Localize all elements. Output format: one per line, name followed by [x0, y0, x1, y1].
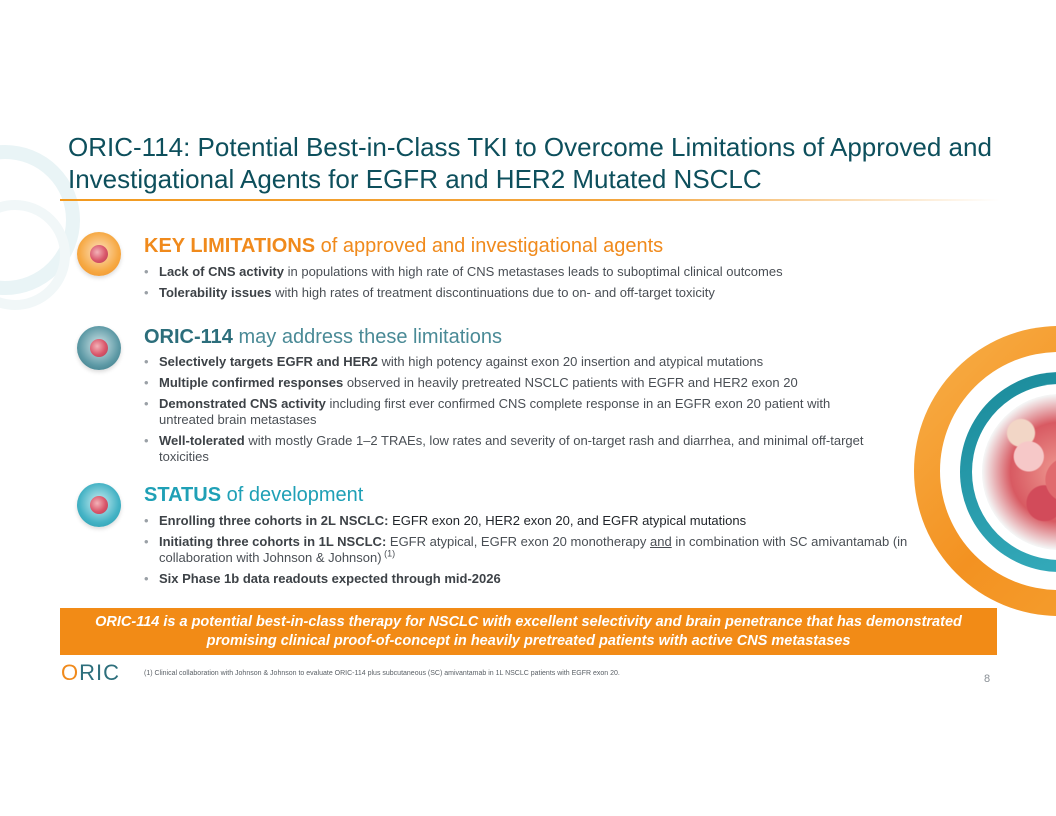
bullet-text: EGFR atypical, EGFR exon 20 monotherapy — [386, 534, 651, 549]
section-heading-status — [144, 483, 363, 507]
oric-logo — [61, 662, 120, 684]
slide-title — [68, 131, 1008, 195]
bullet-text: observed in heavily pretreated NSCLC patients with EGFR and HER2 exon 20 — [343, 375, 798, 390]
status-list — [144, 513, 924, 592]
heading-bold: ORIC-114 — [144, 326, 233, 348]
list-item — [144, 433, 864, 465]
heading-bold: STATUS — [144, 484, 222, 506]
bullet-text: EGFR exon 20, HER2 exon 20, and EGFR atypical mutations — [388, 513, 747, 528]
bullet-bold: Tolerability issues — [159, 285, 272, 300]
bullet-bold: Lack of CNS activity — [159, 264, 284, 279]
footnote: (1) Clinical collaboration with Johnson & Johnson to evaluate ORIC-114 plus subcutaneous (SC) amivantamab in 1L NSCLC patients with EGFR exon 20. — [144, 670, 620, 677]
list-item — [144, 396, 864, 428]
summary-banner — [60, 608, 997, 655]
banner-line-2: promising clinical proof-of-concept in heavily pretreated patients with active CNS metastases — [206, 633, 851, 649]
bullet-bold: Six Phase 1b data readouts expected through mid-2026 — [159, 571, 501, 586]
cell-icon — [77, 326, 121, 370]
list-item — [144, 571, 924, 587]
heading-rest: may address these limitations — [232, 326, 502, 348]
title-divider — [60, 199, 1000, 201]
oric114-list — [144, 354, 864, 470]
bullet-underline: and — [650, 534, 672, 549]
bullet-bold: Demonstrated CNS activity — [159, 396, 326, 411]
logo-ric: RIC — [79, 660, 121, 685]
title-line-1: ORIC-114: Potential Best-in-Class TKI to Overcome Limitations of Approved and — [68, 132, 992, 162]
logo-o: O — [61, 660, 80, 685]
bullet-text: including first ever confirmed CNS complete response in an EGFR exon 20 patient with untreated brain metastases — [159, 396, 831, 427]
bullet-text: in combination with SC amivantamab (in collaboration with Johnson & Johnson) — [159, 534, 908, 565]
cell-icon — [77, 232, 121, 276]
limitations-list — [144, 264, 904, 306]
bullet-bold: Enrolling three cohorts in 2L NSCLC: — [159, 513, 389, 528]
page-number: 8 — [984, 673, 991, 685]
title-line-2: Investigational Agents for EGFR and HER2 Mutated NSCLC — [68, 164, 762, 194]
list-item — [144, 513, 924, 529]
heading-bold: KEY LIMITATIONS — [144, 235, 316, 257]
bullet-text: in populations with high rate of CNS metastases leads to suboptimal clinical outcomes — [284, 264, 783, 279]
bullet-bold: Selectively targets EGFR and HER2 — [159, 354, 378, 369]
bullet-text: with high rates of treatment discontinuations due to on- and off-target toxicity — [271, 285, 715, 300]
footnote-ref: (1) — [381, 548, 396, 559]
list-item — [144, 375, 864, 391]
section-heading-oric114 — [144, 325, 502, 349]
list-item — [144, 285, 904, 301]
bullet-bold: Initiating three cohorts in 1L NSCLC: — [159, 534, 387, 549]
section-heading-limitations — [144, 234, 663, 258]
list-item — [144, 534, 924, 566]
heading-rest: of development — [221, 484, 364, 506]
bullet-bold: Well-tolerated — [159, 433, 245, 448]
list-item — [144, 354, 864, 370]
banner-line-1: ORIC-114 is a potential best-in-class therapy for NSCLC with excellent selectivity and brain penetrance that has demonstrated — [95, 614, 962, 630]
cell-icon — [77, 483, 121, 527]
bullet-bold: Multiple confirmed responses — [159, 375, 344, 390]
bullet-text: with mostly Grade 1–2 TRAEs, low rates and severity of on-target rash and diarrhea, and minimal off-target toxicities — [159, 433, 864, 464]
bullet-text: with high potency against exon 20 insertion and atypical mutations — [377, 354, 764, 369]
list-item — [144, 264, 904, 280]
heading-rest: of approved and investigational agents — [315, 235, 664, 257]
